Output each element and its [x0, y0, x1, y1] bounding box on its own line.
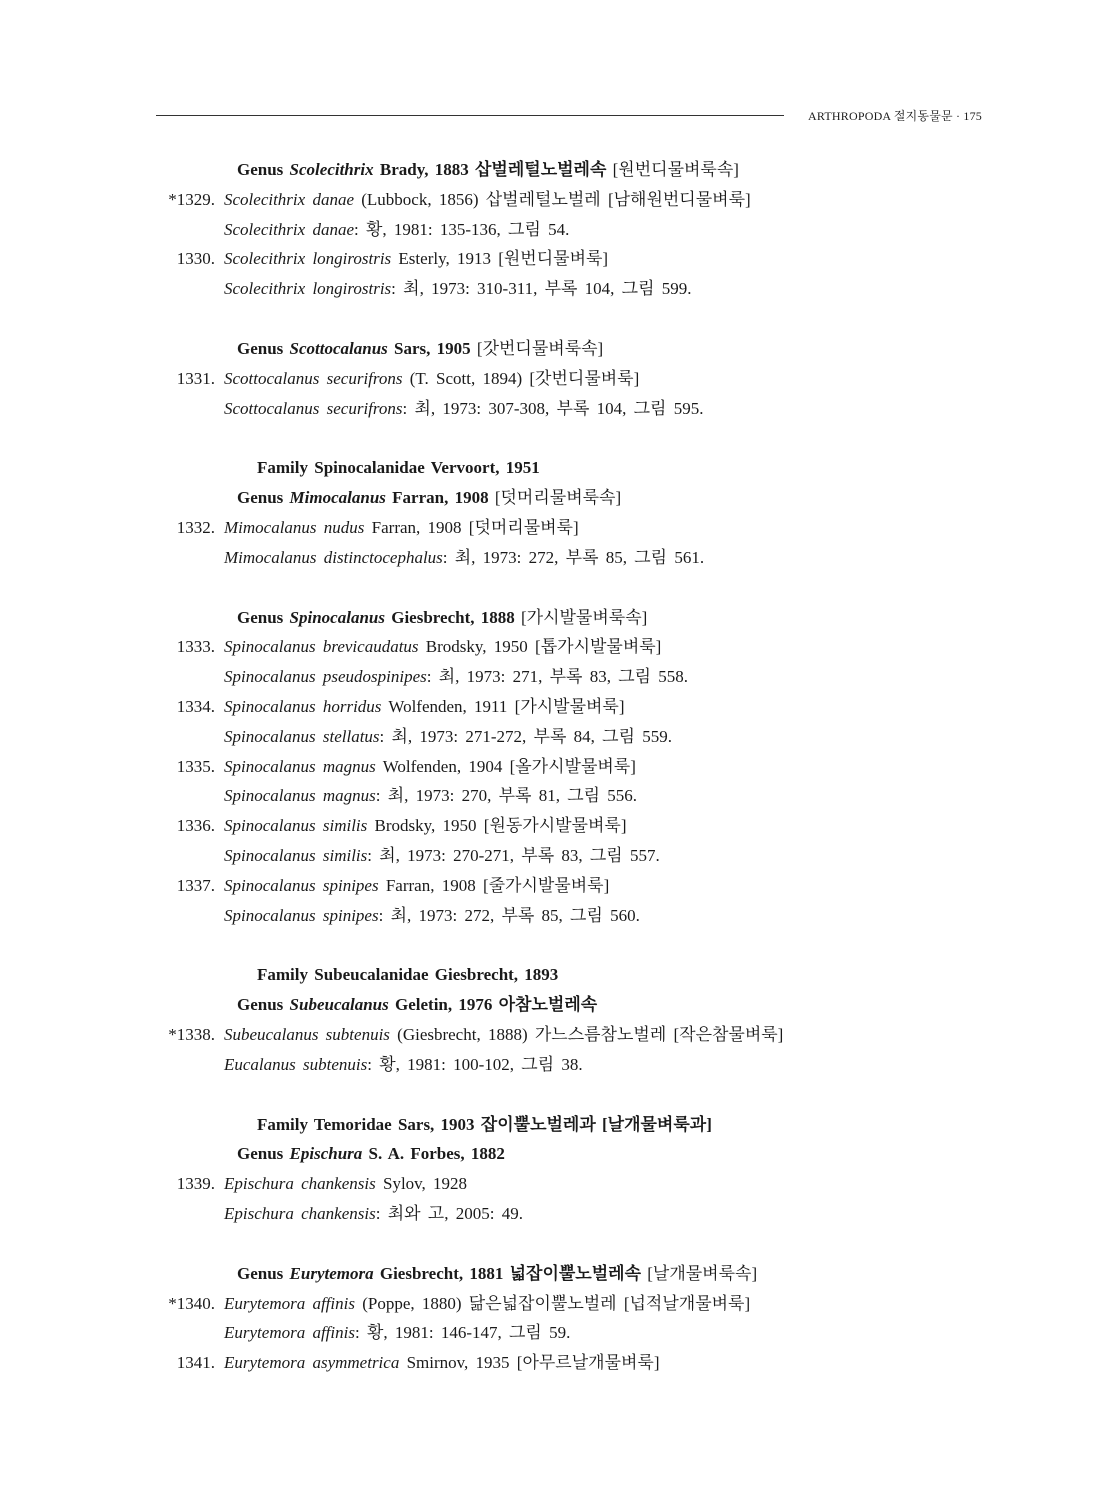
- entry-number: 1337.: [176, 875, 215, 895]
- reference-citation: : 최, 1973: 310-311, 부록 104, 그림 599.: [391, 279, 692, 299]
- species-authority: (Poppe, 1880) 닮은넓잡이뿔노벌레 [넙적날개물벼룩]: [354, 1293, 751, 1313]
- family-line: [0, 453, 1100, 483]
- species-authority: (Lubbock, 1856) 삽벌레털노벌레 [남해원번디물벼룩]: [354, 189, 751, 209]
- genus-line: [0, 603, 1100, 633]
- reference-entry: [224, 901, 640, 931]
- genus-heading: [237, 155, 739, 185]
- blank-line: [0, 930, 1100, 960]
- reference-name: Scottocalanus securifrons: [224, 398, 403, 418]
- reference-citation: : 황, 1981: 100-102, 그림 38.: [367, 1054, 583, 1074]
- genus-prefix: Genus: [237, 607, 290, 627]
- species-name: Spinocalanus magnus: [224, 756, 376, 776]
- species-name: Scolecithrix danae: [224, 189, 354, 209]
- species-name: Spinocalanus spinipes: [224, 875, 379, 895]
- reference-name: Epischura chankensis: [224, 1203, 376, 1223]
- ref-line: [0, 1199, 1100, 1229]
- header-rule: [156, 115, 784, 116]
- species-line: [0, 811, 1100, 841]
- species-authority: Brodsky, 1950 [원동가시발물벼룩]: [367, 816, 627, 836]
- genus-line: [0, 1259, 1100, 1289]
- reference-citation: : 최, 1973: 270, 부록 81, 그림 556.: [375, 786, 638, 806]
- reference-citation: : 최, 1973: 271, 부록 83, 그림 558.: [426, 667, 689, 687]
- entry-number: 1331.: [176, 368, 215, 388]
- entry-number: *1338.: [168, 1024, 215, 1044]
- species-name: Epischura chankensis: [224, 1174, 376, 1194]
- genus-line: [0, 483, 1100, 513]
- ref-line: [0, 543, 1100, 573]
- species-entry: [224, 692, 625, 722]
- ref-line: [0, 781, 1100, 811]
- genus-authority: Farran, 1908: [385, 488, 495, 508]
- species-line: [0, 185, 1100, 215]
- genus-prefix: Genus: [237, 160, 290, 179]
- species-entry: [224, 752, 636, 782]
- reference-entry: [224, 394, 703, 424]
- reference-entry: [224, 1318, 570, 1348]
- species-entry: [224, 1169, 467, 1199]
- genus-line: [0, 334, 1100, 364]
- species-authority: Farran, 1908 [줄가시발물벼룩]: [378, 875, 610, 895]
- blank-line: [0, 1229, 1100, 1259]
- reference-entry: [224, 1050, 583, 1080]
- species-entry: [224, 1348, 659, 1378]
- species-entry: [224, 244, 608, 274]
- species-entry: [224, 364, 639, 394]
- genus-name: Spinocalanus: [289, 607, 385, 627]
- genus-name: Scottocalanus: [289, 338, 388, 358]
- entry-number: 1333.: [176, 637, 215, 657]
- species-line: [0, 1348, 1100, 1378]
- ref-line: [0, 662, 1100, 692]
- reference-entry: [224, 781, 637, 811]
- genus-prefix: Genus: [237, 488, 290, 508]
- genus-authority: Giesbrecht, 1881 넓잡이뿔노벌레속: [373, 1263, 648, 1283]
- species-entry: [224, 1020, 783, 1050]
- genus-korean-name: [덧머리물벼룩속]: [494, 488, 622, 508]
- species-line: [0, 752, 1100, 782]
- genus-line: [0, 1139, 1100, 1169]
- ref-line: [0, 394, 1100, 424]
- genus-authority: Sars, 1905: [387, 338, 477, 358]
- running-title: ARTHROPODA 절지동물문 · 175: [808, 109, 982, 123]
- genus-heading: [237, 990, 597, 1020]
- family-heading: Family Temoridae Sars, 1903 잡이뿔노벌레과 [날개물벼룩과]: [257, 1114, 712, 1134]
- reference-name: Eucalanus subtenuis: [224, 1054, 368, 1074]
- genus-name: Epischura: [289, 1144, 363, 1164]
- species-line: [0, 364, 1100, 394]
- species-authority: Smirnov, 1935 [아무르날개물벼룩]: [399, 1353, 660, 1373]
- species-authority: Esterly, 1913 [원번디물벼룩]: [391, 249, 609, 269]
- entry-number: 1335.: [176, 756, 215, 776]
- species-authority: Farran, 1908 [덧머리물벼룩]: [364, 517, 579, 537]
- reference-entry: [224, 662, 688, 692]
- ref-line: [0, 215, 1100, 245]
- species-entry: [224, 513, 579, 543]
- genus-prefix: Genus: [237, 338, 290, 358]
- species-name: Subeucalanus subtenuis: [224, 1024, 390, 1044]
- blank-line: [0, 1080, 1100, 1110]
- species-authority: Wolfenden, 1911 [가시발물벼룩]: [381, 696, 625, 716]
- species-name: Eurytemora asymmetrica: [224, 1353, 400, 1373]
- species-line: [0, 632, 1100, 662]
- species-entry: [224, 632, 661, 662]
- ref-line: [0, 1318, 1100, 1348]
- genus-prefix: Genus: [237, 995, 290, 1015]
- species-entry: [224, 1289, 750, 1319]
- blank-line: [0, 304, 1100, 334]
- ref-line: [0, 1050, 1100, 1080]
- reference-name: Eurytemora affinis: [224, 1323, 355, 1343]
- blank-line: [0, 423, 1100, 453]
- reference-citation: : 최, 1973: 270-271, 부록 83, 그림 557.: [367, 845, 660, 865]
- reference-citation: : 최, 1973: 272, 부록 85, 그림 561.: [442, 547, 705, 567]
- taxonomic-list: [0, 155, 1100, 1378]
- family-heading: Family Subeucalanidae Giesbrecht, 1893: [257, 965, 559, 985]
- family-heading: Family Spinocalanidae Vervoort, 1951: [257, 458, 540, 478]
- genus-name: Subeucalanus: [289, 995, 389, 1015]
- page-header: [156, 104, 982, 128]
- entry-number: 1332.: [176, 517, 215, 537]
- species-name: Scolecithrix longirostris: [224, 249, 392, 269]
- genus-prefix: Genus: [237, 1144, 290, 1164]
- genus-heading: [237, 334, 603, 364]
- ref-line: [0, 841, 1100, 871]
- species-name: Spinocalanus brevicaudatus: [224, 637, 419, 657]
- genus-heading: [237, 483, 621, 513]
- genus-authority: Brady, 1883 삽벌레털노벌레속: [373, 160, 613, 179]
- species-name: Spinocalanus horridus: [224, 696, 382, 716]
- ref-line: [0, 722, 1100, 752]
- reference-name: Spinocalanus stellatus: [224, 726, 380, 746]
- reference-citation: : 최, 1973: 271-272, 부록 84, 그림 559.: [379, 726, 672, 746]
- species-line: [0, 1020, 1100, 1050]
- ref-line: [0, 274, 1100, 304]
- genus-name: Eurytemora: [289, 1263, 374, 1283]
- species-line: [0, 513, 1100, 543]
- species-authority: Wolfenden, 1904 [올가시발물벼룩]: [375, 756, 636, 776]
- genus-name: Mimocalanus: [289, 488, 386, 508]
- ref-line: [0, 901, 1100, 931]
- reference-entry: [224, 1199, 523, 1229]
- reference-entry: [224, 543, 704, 573]
- family-line: [0, 960, 1100, 990]
- genus-heading: [237, 603, 647, 633]
- species-name: Scottocalanus securifrons: [224, 368, 403, 388]
- reference-name: Spinocalanus magnus: [224, 786, 376, 806]
- genus-authority: S. A. Forbes, 1882: [362, 1144, 505, 1164]
- reference-name: Spinocalanus pseudospinipes: [224, 667, 427, 687]
- reference-entry: [224, 722, 672, 752]
- family-line: [0, 1110, 1100, 1140]
- genus-heading: [237, 1259, 757, 1289]
- entry-number: 1339.: [176, 1174, 215, 1194]
- reference-citation: : 황, 1981: 146-147, 그림 59.: [354, 1323, 571, 1343]
- species-authority: Sylov, 1928: [375, 1174, 468, 1194]
- entry-number: 1336.: [176, 816, 215, 836]
- reference-citation: : 최와 고, 2005: 49.: [375, 1203, 523, 1223]
- genus-prefix: Genus: [237, 1263, 290, 1283]
- species-authority: (Giesbrecht, 1888) 가느스름참노벌레 [작은참물벼룩]: [389, 1024, 784, 1044]
- reference-citation: : 최, 1973: 272, 부록 85, 그림 560.: [378, 905, 640, 925]
- reference-name: Scolecithrix longirostris: [224, 279, 392, 299]
- genus-korean-name: [가시발물벼룩속]: [521, 607, 648, 627]
- species-name: Eurytemora affinis: [224, 1293, 355, 1313]
- reference-entry: [224, 841, 660, 871]
- species-line: [0, 1169, 1100, 1199]
- entry-number: *1340.: [168, 1293, 215, 1313]
- reference-name: Spinocalanus spinipes: [224, 905, 379, 925]
- genus-korean-name: [날개물벼룩속]: [647, 1263, 758, 1283]
- genus-korean-name: [원번디물벼룩속]: [612, 160, 739, 179]
- genus-line: [0, 155, 1100, 185]
- entry-number: *1329.: [168, 189, 215, 209]
- reference-citation: : 최, 1973: 307-308, 부록 104, 그림 595.: [402, 398, 704, 418]
- entry-number: 1330.: [176, 249, 215, 269]
- reference-name: Scolecithrix danae: [224, 219, 354, 239]
- reference-entry: [224, 274, 692, 304]
- species-line: [0, 1289, 1100, 1319]
- genus-line: [0, 990, 1100, 1020]
- species-entry: [224, 871, 609, 901]
- species-line: [0, 244, 1100, 274]
- species-line: [0, 692, 1100, 722]
- reference-name: Mimocalanus distinctocephalus: [224, 547, 443, 567]
- genus-name: Scolecithrix: [289, 160, 374, 179]
- species-entry: [224, 185, 751, 215]
- species-name: Mimocalanus nudus: [224, 517, 365, 537]
- species-entry: [224, 811, 626, 841]
- entry-number: 1334.: [176, 696, 215, 716]
- species-authority: Brodsky, 1950 [톱가시발물벼룩]: [418, 637, 662, 657]
- species-authority: (T. Scott, 1894) [갓번디물벼룩]: [402, 368, 640, 388]
- genus-korean-name: [갓번디물벼룩속]: [476, 338, 604, 358]
- blank-line: [0, 573, 1100, 603]
- genus-authority: Geletin, 1976 아참노벌레속: [388, 995, 598, 1015]
- genus-heading: [237, 1139, 505, 1169]
- species-name: Spinocalanus similis: [224, 816, 368, 836]
- reference-citation: : 황, 1981: 135-136, 그림 54.: [354, 219, 570, 239]
- entry-number: 1341.: [176, 1353, 215, 1373]
- reference-name: Spinocalanus similis: [224, 845, 368, 865]
- species-line: [0, 871, 1100, 901]
- reference-entry: [224, 215, 569, 245]
- genus-authority: Giesbrecht, 1888: [384, 607, 521, 627]
